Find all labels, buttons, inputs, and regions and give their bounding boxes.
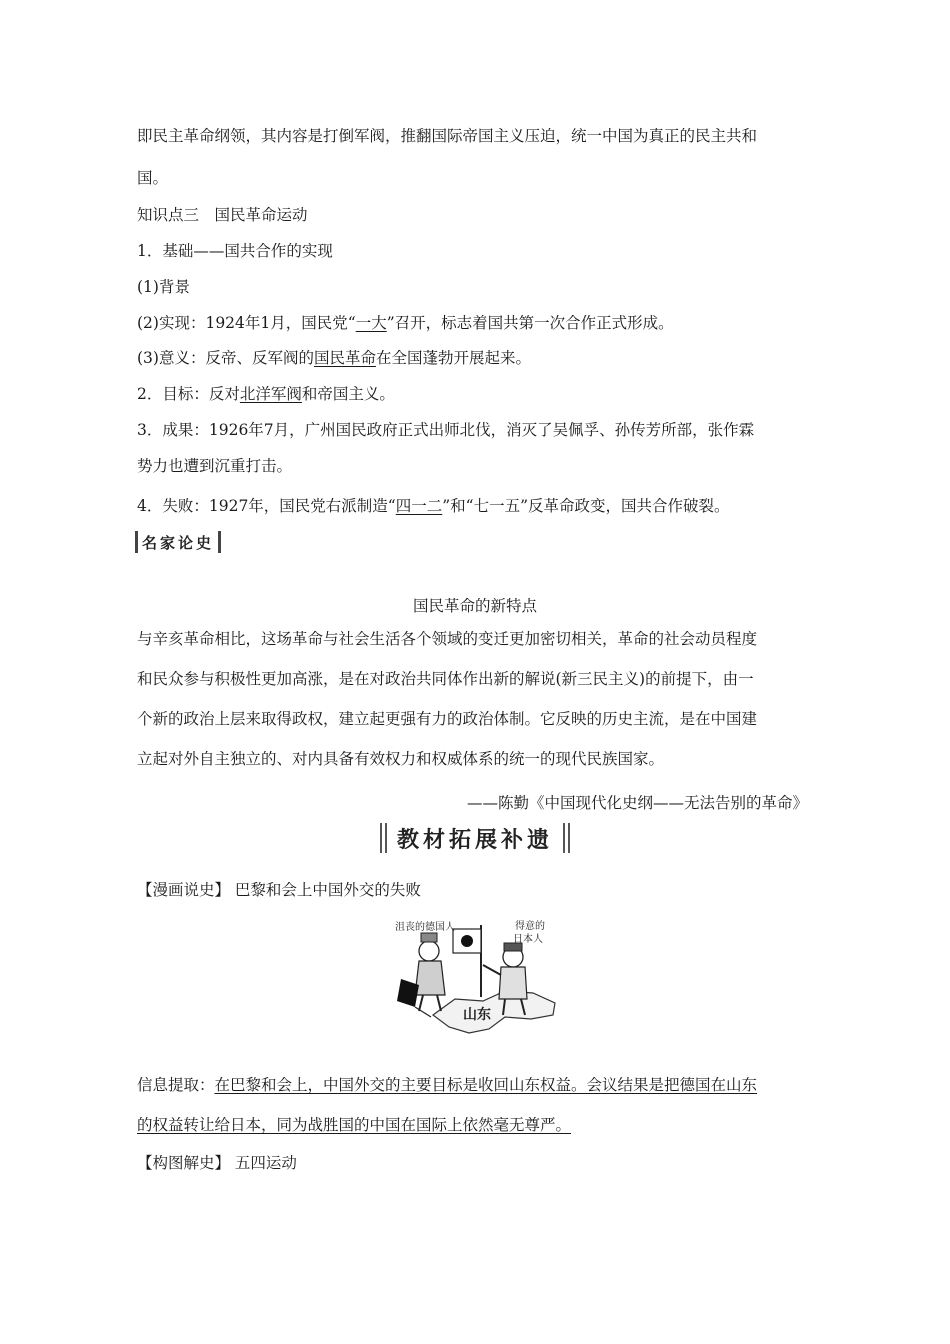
text-line: 3．成果：1926年7月，广州国民政府正式出师北伐，消灭了吴佩孚、孙传芳所部，张作霖 — [137, 421, 755, 439]
text-line: 1．基础——国共合作的实现 — [137, 242, 333, 260]
text-line — [137, 348, 531, 368]
comic-heading: 【漫画说史】 巴黎和会上中国外交的失败 — [137, 881, 421, 899]
text-span: (2)实现：1924年1月，国民党“ — [137, 314, 356, 332]
text-span: 和帝国主义。 — [301, 385, 395, 403]
section-banner — [0, 820, 950, 856]
info-answer-1: 在巴黎和会上，中国外交的主要目标是收回山东权益。会议结果是把德国在山东 — [214, 1076, 758, 1094]
badge-bar-right — [218, 531, 221, 553]
quote-line: 个新的政治上层来取得政权，建立起更强有力的政治体制。它反映的历史主流，是在中国建 — [137, 710, 758, 728]
quote-line: 与辛亥革命相比，这场革命与社会生活各个领域的变迁更加密切相关，革命的社会动员程度 — [137, 630, 758, 648]
caption-german: 沮丧的德国人 — [395, 922, 455, 933]
cartoon-illustration — [393, 915, 559, 1037]
text-line: (1)背景 — [137, 278, 190, 296]
text-line: 即民主革命纲领，其内容是打倒军阀，推翻国际帝国主义压迫，统一中国为真正的民主共和 — [137, 127, 758, 145]
quote-source: ——陈勤《中国现代化史纲——无法告别的革命》 — [466, 794, 808, 812]
underlined-answer: 国民革命 — [313, 349, 376, 367]
info-line — [137, 1115, 571, 1135]
text-span: 在全国蓬勃开展起来。 — [375, 349, 531, 367]
knowledge-point-heading: 知识点三 国民革命运动 — [137, 206, 308, 224]
quote-line: 立起对外自主独立的、对内具备有效权力和权威体系的统一的现代民族国家。 — [137, 750, 665, 768]
text-span: 4．失败：1927年，国民党右派制造“ — [137, 497, 396, 515]
caption-japanese-2: 日本人 — [513, 934, 543, 945]
info-answer-2: 的权益转让给日本，同为战胜国的中国在国际上依然毫无尊严。 — [137, 1116, 572, 1134]
badge-bar-left — [135, 531, 138, 553]
text-line — [137, 496, 730, 516]
caption-japanese-1: 得意的 — [515, 921, 545, 932]
map-label: 山东 — [463, 1007, 491, 1023]
underlined-answer: 北洋军阀 — [239, 385, 302, 403]
quote-title: 国民革命的新特点 — [412, 597, 537, 615]
banner-bar-right — [563, 823, 570, 853]
info-prefix: 信息提取： — [137, 1076, 215, 1094]
text-span: (3)意义：反帝、反军阀的 — [137, 349, 314, 367]
text-line — [137, 384, 395, 404]
section-title: 教材拓展补遗 — [396, 827, 553, 853]
text-line — [137, 313, 674, 333]
banner-bar-left — [380, 823, 387, 853]
text-span: ”召开，标志着国共第一次合作正式形成。 — [386, 314, 674, 332]
quote-line: 和民众参与积极性更加高涨，是在对政治共同体作出新的解说(新三民主义)的前提下，由一 — [137, 670, 754, 688]
famous-historians-badge — [135, 530, 221, 554]
text-span: 2．目标：反对 — [137, 385, 240, 403]
compose-heading: 【构图解史】 五四运动 — [137, 1154, 297, 1172]
info-line — [137, 1075, 757, 1095]
underlined-answer: 四一二 — [395, 497, 443, 515]
text-line: 国。 — [137, 169, 169, 187]
text-span: ”和“七一五”反革命政变，国共合作破裂。 — [442, 497, 730, 515]
text-line: 势力也遭到沉重打击。 — [137, 457, 293, 475]
underlined-answer: 一大 — [355, 314, 387, 332]
badge-label: 名家论史 — [142, 533, 215, 552]
